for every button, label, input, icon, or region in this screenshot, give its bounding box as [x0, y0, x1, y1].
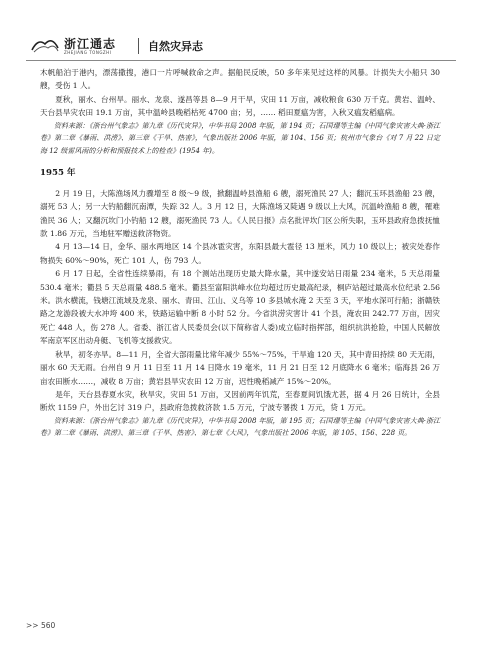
paragraph: 2 月 19 日，大陈渔场风力骤增至 8 级～9 级，掀翻温岭县渔船 6 艘，溺死渔民 27 人；翻沉玉环县渔船 23 艘，溺死 53 人；另一大钓船翻沉南潭，失踪 32 人。3 月 12 日，大陈渔场又陡遇 9 级以上大风，沉温岭渔船 8 艘，罹难渔民 36 人；又翻沉坎门小钓船 12 艘，溺死渔民 73 人。《人民日报》点名批评坎门区公所失职，玉环县政府急拨抚恤款 1.86 万元，当地驻军赠送救济物资。	[40, 188, 440, 239]
logo-subtitle: ZHEJIANG TONGZHI	[64, 50, 112, 55]
logo-title: 浙江通志	[64, 37, 117, 51]
source-note: 资料来源：《浙台州气象志》第九章《历代灾异》，中华书局 2008 年版，第 194 页；石国璟等主编《中国气象灾害大典·浙江卷》第二章《暴雨、洪涝》、第三章《干旱、热害》，气象出版社 2006 年版，第 104、156 页；杭州市气象台《对 7 月 22 日定海 12 级雷风雨的分析和预报技术上的检查》(1954 年)。	[40, 121, 440, 155]
paragraph: 6 月 17 日起，全省性连续暴雨，有 18 个测站出现历史最大降水量，其中遂安站日雨量 234 毫米，5 天总雨量 530.4 毫米；衢县 5 天总雨量 488.5 毫米。衢县至富阳洪峰水位均超过历史最高纪录，桐庐站超过最高水位纪录 2.56 米。洪水横流，钱塘江流域及龙泉、丽水、青田、江山、义乌等 10 多县城水淹 2 天至 3 天，平地水深可行船；浙赣铁路之龙游段被大水冲垮 400 米，铁路运输中断 8 小时 52 分。今省洪涝灾害计 41 个县，淹农田 242.77 万亩，因灾死亡 448 人，伤 278 人。省委、浙江省人民委员会(以下简称省人委)成立临时指挥部，组织抗洪抢险，中国人民解放军南京军区出动舟艇、飞机等支援救灾。	[40, 269, 440, 346]
year-heading: 1955 年	[40, 168, 76, 179]
paragraph: 4 月 13—14 日，金华、丽水两地区 14 个县冰雹灾害，东阳县最大雹径 13 厘米，风力 10 级以上；被灾处春作物损失 60%～90%，死亡 101 人，伤 793 人。	[40, 242, 440, 265]
page-number: >> 560	[26, 621, 56, 630]
paragraph: 夏秋，丽水、台州旱。丽水、龙泉、遂昌等县 8—9 月干旱，灾田 11 万亩，减收粮食 630 万千克。黄岩、温岭、天台县旱灾农田 19.1 万亩，其中温岭县晚稻枯死 4700 亩；另，…… 稻田夏瘟为害，入秋又瘟发稻瘟病。	[40, 94, 440, 118]
logo-icon	[30, 34, 60, 54]
page-number-value: 560	[40, 621, 56, 630]
paragraph: 木帆船泊于港内，漂荡撒搜，港口一片呼喊救命之声。据船民反映，50 多年来见过这样的风暴。计损失大小船只 30 艘，受伤 1 人。	[40, 68, 440, 91]
section-title: 自然灾异志	[148, 40, 203, 53]
page-header	[26, 32, 456, 61]
paragraph: 是年，天台县春夏水灾，秋旱灾，灾田 51 万亩，又因前两年饥荒，至春夏间饥饿尤甚，据 4 月 26 日统计，全县断炊 1159 户，外出乞讨 319 户，县政府急拨救济款 1.5 万元，宁波专署拨 1 万元，贷 1 万元。	[40, 389, 440, 413]
header-divider	[138, 38, 139, 54]
document-body	[40, 66, 440, 440]
paragraph: 秋旱，初冬亦旱。8—11 月，全省大部雨量比常年减少 55%～75%，干旱逾 120 天，其中青田持续 80 天无雨，丽水 60 天无雨。台州自 9 月 11 日至 11 月 14 日降水 19 毫米，11 月 21 日至 12 月底降水 6 毫米；临海县 26 万亩农田断水……，减收 8 万亩；黄岩县旱灾农田 12 万亩，迟性晚稻减产 15%～20%。	[40, 349, 440, 386]
source-note: 资料来源：《浙台州气象志》第九章《历代灾异》，中华书局 2008 年版，第 195 页；石国璟等主编《中国气象灾害大典·浙江卷》第二章《暴雨、洪涝》、第三章《干旱、热害》、第七章《大风》，气象出版社 2006 年版，第 105、156、228 页。	[40, 416, 440, 438]
